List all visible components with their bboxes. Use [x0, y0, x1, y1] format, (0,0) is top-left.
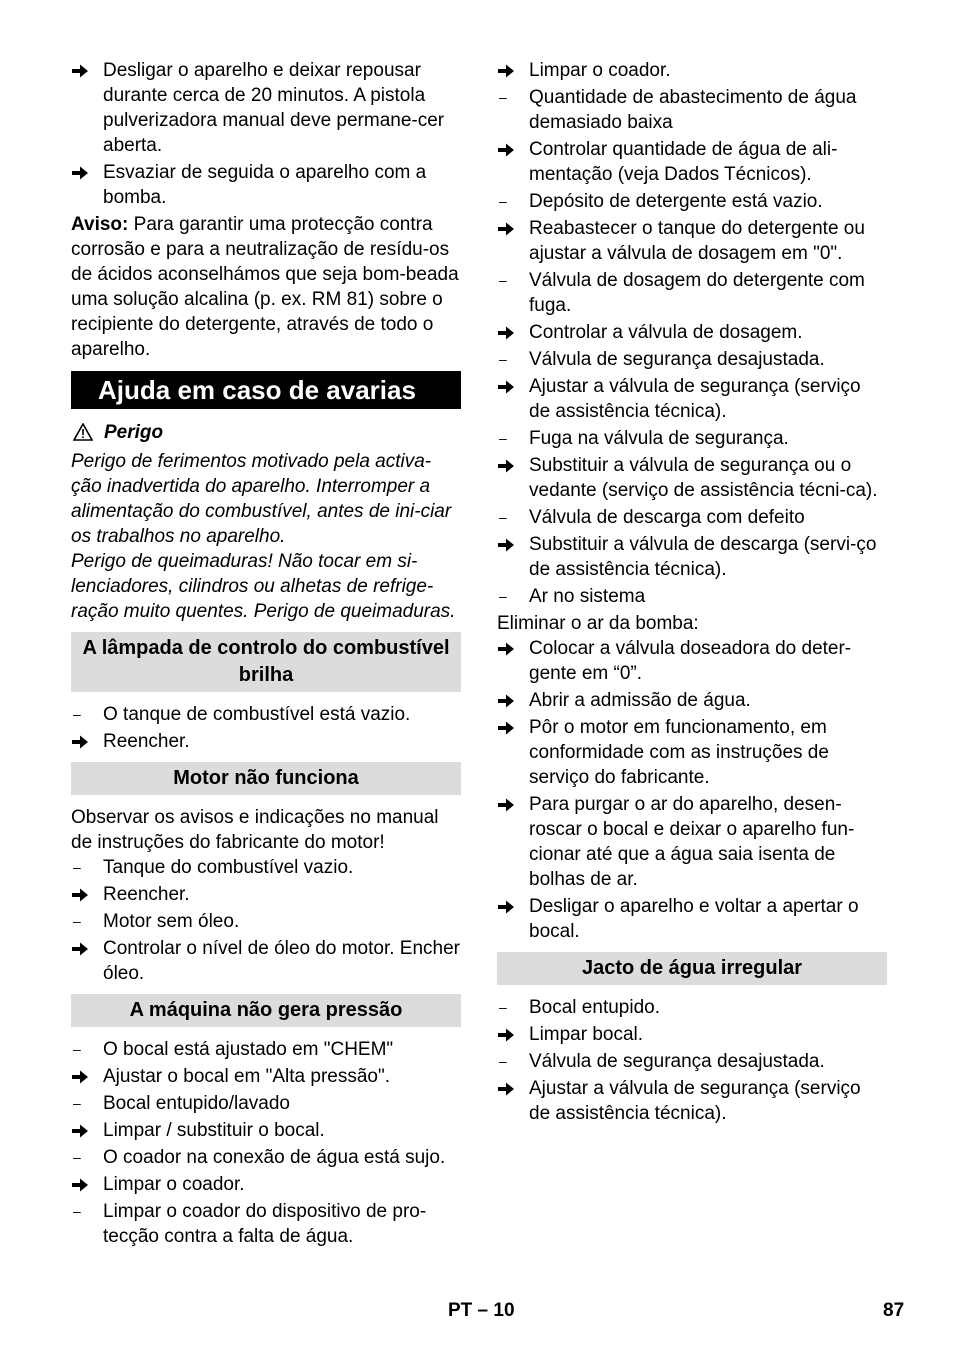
list-item: [497, 1022, 887, 1047]
list-item: [497, 995, 887, 1020]
subsection-title-pressure: A máquina não gera pressão: [71, 994, 461, 1027]
list-item: [71, 58, 461, 158]
list-item-text: Válvula de dosagem do detergente com fuga.: [529, 270, 865, 316]
list-item-text: Para purgar o ar do aparelho, desen-roscar o bocal e deixar o aparelho fun-cionar até que a água saia isenta de bolhas de ar.: [529, 794, 855, 890]
arrow-right-icon: [71, 58, 95, 79]
list-item: [497, 715, 887, 790]
list-item: [497, 189, 887, 214]
list-item: [497, 137, 887, 187]
motor-list: [71, 855, 461, 986]
list-item-text: O coador na conexão de água está sujo.: [103, 1147, 446, 1168]
list-item-text: Desligar o aparelho e deixar repousar durante cerca de 20 minutos. A pistola pulverizadora manual deve permane-cer aberta.: [103, 60, 445, 156]
list-item-text: Válvula de segurança desajustada.: [529, 1051, 825, 1072]
list-item-text: Motor sem óleo.: [103, 911, 240, 932]
list-item: [497, 688, 887, 713]
list-item: [71, 855, 461, 880]
list-item-text: Limpar / substituir o bocal.: [103, 1120, 325, 1141]
right-column: [497, 58, 887, 1128]
footer-page-number: 87: [883, 1300, 905, 1321]
arrow-right-icon: [497, 1076, 521, 1097]
list-item: [71, 729, 461, 754]
list-item: [71, 909, 461, 934]
list-item-text: Ajustar a válvula de segurança (serviço de assistência técnica).: [529, 1078, 861, 1124]
list-item-text: Reabastecer o tanque do detergente ou ajustar a válvula de dosagem em "0".: [529, 218, 865, 264]
arrow-right-icon: [497, 688, 521, 709]
list-item-text: Pôr o motor em funcionamento, em conformidade com as instruções de serviço do fabricante.: [529, 717, 829, 788]
list-item-text: Controlar a válvula de dosagem.: [529, 322, 803, 343]
dash-bullet-icon: –: [499, 351, 507, 367]
arrow-right-icon: [71, 1064, 95, 1085]
list-item-text: Limpar o coador.: [529, 60, 671, 81]
list-item: [497, 453, 887, 503]
list-item: [71, 1199, 461, 1249]
list-item: [497, 532, 887, 582]
arrow-right-icon: [497, 137, 521, 158]
danger-text-2: Perigo de queimaduras! Não tocar em si-lenciadores, cilindros ou alhetas de refrige-ração muito quentes. Perigo de queimaduras.: [71, 551, 456, 622]
footer-language-page: PT – 10: [448, 1300, 515, 1321]
list-item-text: Limpar bocal.: [529, 1024, 644, 1045]
arrow-right-icon: [497, 532, 521, 553]
list-item-text: Depósito de detergente está vazio.: [529, 191, 823, 212]
list-item: [497, 268, 887, 318]
list-item: [497, 426, 887, 451]
note-paragraph: [71, 212, 461, 362]
list-item: [497, 1076, 887, 1126]
list-item: [497, 894, 887, 944]
arrow-right-icon: [71, 729, 95, 750]
list-item-text: Válvula de descarga com defeito: [529, 507, 805, 528]
list-item-text: Colocar a válvula doseadora do deter-gente em “0”.: [529, 638, 852, 684]
arrow-right-icon: [71, 1118, 95, 1139]
dash-bullet-icon: –: [73, 1041, 81, 1057]
dash-bullet-icon: –: [499, 272, 507, 288]
list-item: [71, 1064, 461, 1089]
danger-heading: [71, 420, 461, 445]
list-item-text: Abrir a admissão de água.: [529, 690, 751, 711]
bleed-intro: Eliminar o ar da bomba:: [497, 613, 699, 634]
list-item-text: Controlar o nível de óleo do motor. Encher óleo.: [103, 938, 460, 984]
dash-bullet-icon: –: [499, 1053, 507, 1069]
list-item-text: Ajustar o bocal em "Alta pressão".: [103, 1066, 391, 1087]
fuel-lamp-list: [71, 702, 461, 754]
danger-title: Perigo: [104, 422, 164, 443]
list-item: [497, 85, 887, 135]
list-item: [497, 636, 887, 686]
left-column: [71, 58, 461, 1251]
dash-bullet-icon: –: [499, 89, 507, 105]
list-item-text: Tanque do combustível vazio.: [103, 857, 354, 878]
arrow-right-icon: [497, 894, 521, 915]
arrow-right-icon: [497, 1022, 521, 1043]
list-item-text: Bocal entupido/lavado: [103, 1093, 290, 1114]
dash-bullet-icon: –: [73, 706, 81, 722]
list-item: [71, 936, 461, 986]
pressure-list: [71, 1037, 461, 1249]
list-item-text: Controlar quantidade de água de ali-mentação (veja Dados Técnicos).: [529, 139, 838, 185]
list-item-text: Bocal entupido.: [529, 997, 660, 1018]
list-item: [71, 1091, 461, 1116]
motor-intro: Observar os avisos e indicações no manual de instruções do fabricante do motor!: [71, 807, 439, 853]
list-item-text: Válvula de segurança desajustada.: [529, 349, 825, 370]
arrow-right-icon: [497, 216, 521, 237]
note-text: Para garantir uma protecção contra corrosão e para a neutralização de resídu-os de ácidos aconselhámos que seja bom-beada uma solução alcalina (p. ex. RM 81) sobre o recipiente do detergente, através de todo o aparelho.: [71, 214, 459, 360]
dash-bullet-icon: –: [73, 1095, 81, 1111]
subsection-title-motor: Motor não funciona: [71, 762, 461, 795]
dash-bullet-icon: –: [499, 588, 507, 604]
list-item: [71, 1172, 461, 1197]
note-label: Aviso:: [71, 214, 129, 235]
subsection-title-irregular-jet: Jacto de água irregular: [497, 952, 887, 985]
list-item: [497, 1049, 887, 1074]
list-item: [497, 374, 887, 424]
dash-bullet-icon: –: [73, 1203, 81, 1219]
list-item-text: O bocal está ajustado em "CHEM": [103, 1039, 394, 1060]
arrow-right-icon: [71, 160, 95, 181]
list-item-text: Reencher.: [103, 884, 190, 905]
list-item: [71, 1118, 461, 1143]
dash-bullet-icon: –: [499, 430, 507, 446]
danger-text-1: Perigo de ferimentos motivado pela activa-ção inadvertida do aparelho. Interromper a alimentação do combustível, antes de ini-ciar os trabalhos no aparelho.: [71, 451, 452, 547]
dash-bullet-icon: –: [73, 859, 81, 875]
arrow-right-icon: [497, 792, 521, 813]
list-item: [497, 320, 887, 345]
list-item-text: Substituir a válvula de segurança ou o vedante (serviço de assistência técni-ca).: [529, 455, 878, 501]
arrow-right-icon: [497, 58, 521, 79]
list-item-text: Esvaziar de seguida o aparelho com a bomba.: [103, 162, 427, 208]
arrow-right-icon: [71, 936, 95, 957]
list-item-text: Fuga na válvula de segurança.: [529, 428, 789, 449]
arrow-right-icon: [497, 453, 521, 474]
irregular-jet-list: [497, 995, 887, 1126]
list-item: [71, 1145, 461, 1170]
list-item: [497, 505, 887, 530]
bleed-steps-list: [497, 636, 887, 944]
list-item: [497, 792, 887, 892]
list-item-text: Reencher.: [103, 731, 190, 752]
arrow-right-icon: [71, 882, 95, 903]
list-item-text: O tanque de combustível está vazio.: [103, 704, 411, 725]
subsection-title-fuel-lamp: A lâmpada de controlo do combustível brilha: [71, 632, 461, 692]
dash-bullet-icon: –: [499, 999, 507, 1015]
list-item-text: Quantidade de abastecimento de água demasiado baixa: [529, 87, 857, 133]
dash-bullet-icon: –: [73, 1149, 81, 1165]
arrow-right-icon: [497, 320, 521, 341]
list-item: [71, 1037, 461, 1062]
arrow-right-icon: [497, 636, 521, 657]
warning-triangle-icon: [73, 423, 93, 448]
list-item: [497, 58, 887, 83]
arrow-right-icon: [497, 715, 521, 736]
list-item-text: Desligar o aparelho e voltar a apertar o bocal.: [529, 896, 859, 942]
list-item-text: Ajustar a válvula de segurança (serviço de assistência técnica).: [529, 376, 861, 422]
dash-bullet-icon: –: [73, 913, 81, 929]
arrow-right-icon: [71, 1172, 95, 1193]
list-item-text: Limpar o coador do dispositivo de pro-tecção contra a falta de água.: [103, 1201, 427, 1247]
list-item: [497, 216, 887, 266]
section-title: Ajuda em caso de avarias: [71, 371, 461, 409]
list-item: [71, 160, 461, 210]
intro-list: [71, 58, 461, 210]
list-item: [497, 584, 887, 609]
list-item: [71, 882, 461, 907]
arrow-right-icon: [497, 374, 521, 395]
dash-bullet-icon: –: [499, 193, 507, 209]
list-item-text: Substituir a válvula de descarga (servi-ço de assistência técnica).: [529, 534, 877, 580]
list-item: [71, 702, 461, 727]
list-item-text: Ar no sistema: [529, 586, 646, 607]
pressure-list-continued: [497, 58, 887, 609]
list-item: [497, 347, 887, 372]
list-item-text: Limpar o coador.: [103, 1174, 245, 1195]
dash-bullet-icon: –: [499, 509, 507, 525]
